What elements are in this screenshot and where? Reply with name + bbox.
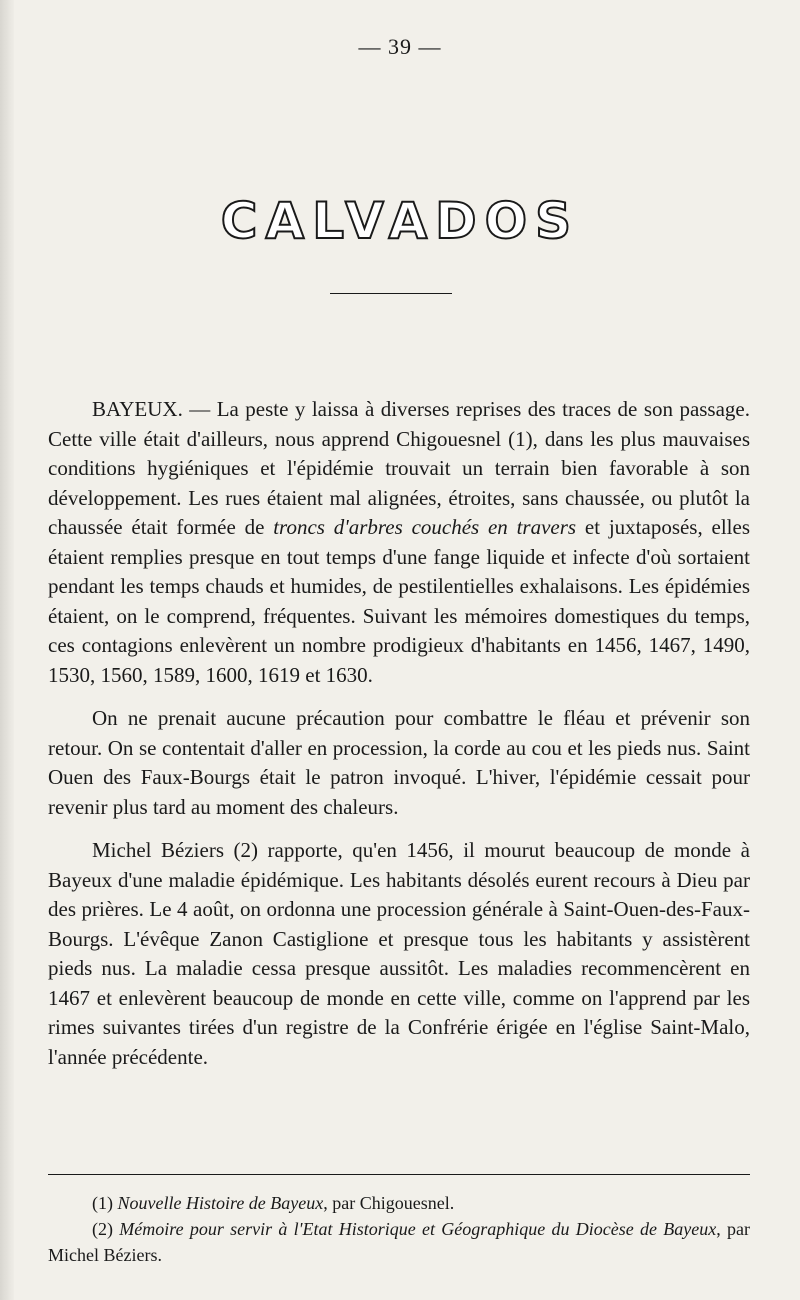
paragraph-beziers: Michel Béziers (2) rapporte, qu'en 1456, il mourut beaucoup de monde à Bayeux d'une maladie épidémique. Les habitants désolés eurent recours à Dieu par des prières. Le 4 août, on ordonna une procession générale à Saint-Ouen-des-Faux-Bourgs. L'évêque Zanon Castiglione et presque tous les habitants y assistèrent pieds nus. La maladie cessa presque aussitôt. Les maladies recommencèrent en 1467 et enlevèrent beaucoup de monde en cette ville, comme on l'apprend par les rimes suivantes tirées d'un registre de la Confrérie érigée en l'église Saint-Malo, l'année précédente. — [48, 838, 750, 1069]
paragraph-bayeux — [48, 395, 750, 690]
footnote-title: Mémoire pour servir à l'Etat Historique et Géographique du Diocèse de Bayeux — [119, 1219, 717, 1239]
footnote-rest: , par Chigouesnel. — [323, 1193, 455, 1213]
paragraph-precautions: On ne prenait aucune précaution pour combattre le fléau et prévenir son retour. On se contentait d'aller en procession, la corde au cou et les pieds nus. Saint Ouen des Faux-Bourgs était le patron invoqué. L'hiver, l'épidémie cessait pour revenir plus tard au moment des chaleurs. — [48, 706, 750, 819]
title-divider — [330, 293, 452, 294]
footnote-marker: (1) — [92, 1193, 118, 1213]
footnote-divider — [48, 1174, 750, 1175]
footnote-2 — [48, 1216, 750, 1268]
page-title: CALVADOS — [220, 192, 580, 250]
footnote-rest: , par Michel Béziers. — [48, 1219, 750, 1265]
footnote-marker: (2) — [92, 1219, 120, 1239]
paragraph-text-start: BAYEUX. — La peste y laissa à diverses reprises des traces de son passage. Cette ville était d'ailleurs, nous apprend Chigouesnel (1), dans les plus mauvaises conditions hygiéniques et l'épidémie trouvait un terrain bien favorable à son développement. Les rues étaient mal alignées, étroites, sans chaussée, ou plutôt la chaussée était formée de — [48, 397, 750, 539]
footnote-1 — [48, 1190, 750, 1216]
paragraph-text-end: et juxtaposés, elles étaient remplies presque en tout temps d'une fange liquide et infecte d'où sortaient pendant les temps chauds et humides, de pestilentielles exhalaisons. Les épidémies étaient, on le comprend, fréquentes. Suivant les mémoires domestiques du temps, ces contagions enlevèrent un nombre prodigieux d'habitants en 1456, 1467, 1490, 1530, 1560, 1589, 1600, 1619 et 1630. — [48, 515, 750, 687]
page-number: — 39 — — [358, 34, 442, 59]
footnote-title: Nouvelle Histoire de Bayeux — [117, 1193, 324, 1213]
footnotes — [48, 1190, 750, 1268]
emphasis-text: troncs d'arbres couchés en travers — [273, 515, 577, 539]
body-text — [48, 395, 750, 1086]
